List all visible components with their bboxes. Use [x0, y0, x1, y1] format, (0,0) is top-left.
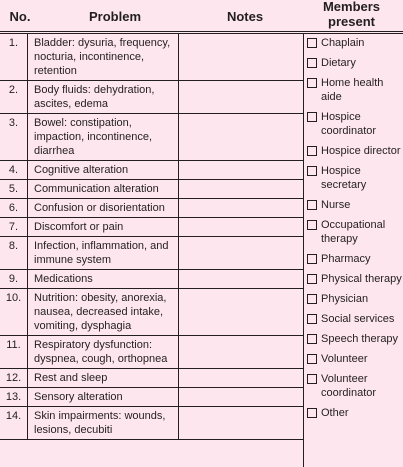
table-row [0, 388, 303, 407]
checkbox-icon[interactable] [307, 274, 317, 284]
member-label: Chaplain [321, 37, 365, 49]
row-number: 3. [0, 114, 28, 161]
header-problem: Problem [88, 9, 141, 24]
member-label: Dietary [321, 57, 356, 69]
table-row [0, 34, 303, 81]
checkbox-icon[interactable] [307, 146, 317, 156]
header-members-present [300, 0, 403, 29]
checkbox-icon[interactable] [307, 408, 317, 418]
table-row [0, 199, 303, 218]
table-row [0, 407, 303, 440]
row-problem: Bowel: constipation, impaction, incontinence, diarrhea [28, 114, 179, 161]
header-rule-top [0, 31, 403, 32]
checkbox-icon[interactable] [307, 58, 317, 68]
checkbox-icon[interactable] [307, 354, 317, 364]
table-row [0, 336, 303, 369]
member-label: Nurse [321, 199, 351, 211]
row-notes-cell[interactable] [179, 161, 304, 180]
row-notes-cell[interactable] [179, 369, 304, 388]
table-row [0, 180, 303, 199]
member-label: Speech therapy [321, 333, 399, 345]
row-number: 7. [0, 218, 28, 237]
table-row [0, 289, 303, 336]
member-item[interactable] [307, 56, 403, 70]
row-number: 11. [0, 336, 28, 369]
row-number: 10. [0, 289, 28, 336]
row-notes-cell[interactable] [179, 270, 304, 289]
row-problem: Communication alteration [28, 180, 179, 199]
member-label: Volunteer coordinator [321, 373, 377, 399]
header-no: No. [9, 9, 31, 24]
row-number: 12. [0, 369, 28, 388]
member-label: Physical therapy [321, 273, 402, 285]
row-problem: Bladder: dysuria, frequency, nocturia, incontinence, retention [28, 34, 179, 81]
checkbox-icon[interactable] [307, 254, 317, 264]
row-problem: Infection, inflammation, and immune system [28, 237, 179, 270]
checkbox-icon[interactable] [307, 78, 317, 88]
row-notes-cell[interactable] [179, 407, 304, 440]
row-notes-cell[interactable] [179, 289, 304, 336]
member-item[interactable] [307, 110, 403, 138]
member-item[interactable] [307, 144, 403, 158]
checkbox-icon[interactable] [307, 334, 317, 344]
table-row [0, 237, 303, 270]
checkbox-icon[interactable] [307, 374, 317, 384]
member-item[interactable] [307, 198, 403, 212]
member-item[interactable] [307, 218, 403, 246]
row-notes-cell[interactable] [179, 81, 304, 114]
checkbox-icon[interactable] [307, 200, 317, 210]
table-row [0, 81, 303, 114]
member-item[interactable] [307, 312, 403, 326]
row-notes-cell[interactable] [179, 336, 304, 369]
header-members-line1: Members [322, 0, 381, 14]
table-row [0, 114, 303, 161]
member-item[interactable] [307, 36, 403, 50]
checkbox-icon[interactable] [307, 314, 317, 324]
checkbox-icon[interactable] [307, 294, 317, 304]
member-label: Occupational therapy [321, 219, 386, 245]
row-number: 4. [0, 161, 28, 180]
member-label: Other [321, 407, 349, 419]
member-label: Pharmacy [321, 253, 371, 265]
members-divider [303, 33, 304, 467]
row-problem: Cognitive alteration [28, 161, 179, 180]
row-notes-cell[interactable] [179, 180, 304, 199]
row-number: 1. [0, 34, 28, 81]
member-label: Hospice secretary [321, 165, 367, 191]
row-problem: Skin impairments: wounds, lesions, decubiti [28, 407, 179, 440]
checkbox-icon[interactable] [307, 166, 317, 176]
row-notes-cell[interactable] [179, 199, 304, 218]
member-item[interactable] [307, 332, 403, 346]
row-problem: Discomfort or pain [28, 218, 179, 237]
row-number: 14. [0, 407, 28, 440]
checkbox-icon[interactable] [307, 220, 317, 230]
row-number: 2. [0, 81, 28, 114]
row-problem: Rest and sleep [28, 369, 179, 388]
member-item[interactable] [307, 292, 403, 306]
header-members-line2: present [328, 14, 375, 29]
member-item[interactable] [307, 372, 403, 400]
row-problem: Sensory alteration [28, 388, 179, 407]
checkbox-icon[interactable] [307, 38, 317, 48]
row-problem: Respiratory dysfunction: dyspnea, cough, orthopnea [28, 336, 179, 369]
member-item[interactable] [307, 406, 403, 420]
checkbox-icon[interactable] [307, 112, 317, 122]
row-problem: Nutrition: obesity, anorexia, nausea, decreased intake, vomiting, dysphagia [28, 289, 179, 336]
table-row [0, 161, 303, 180]
header-notes: Notes [226, 9, 264, 24]
member-label: Volunteer [321, 353, 368, 365]
row-problem: Confusion or disorientation [28, 199, 179, 218]
member-item[interactable] [307, 164, 403, 192]
member-label: Home health aide [321, 77, 384, 103]
member-label: Hospice director [321, 145, 401, 157]
row-notes-cell[interactable] [179, 34, 304, 81]
member-label: Social services [321, 313, 395, 325]
row-notes-cell[interactable] [179, 114, 304, 161]
row-notes-cell[interactable] [179, 218, 304, 237]
table-header [0, 0, 403, 32]
member-item[interactable] [307, 352, 403, 366]
row-notes-cell[interactable] [179, 237, 304, 270]
table-row [0, 270, 303, 289]
member-label: Physician [321, 293, 369, 305]
problem-table [0, 34, 303, 440]
members-list [307, 36, 403, 426]
row-number: 5. [0, 180, 28, 199]
row-problem: Medications [28, 270, 179, 289]
member-label: Hospice coordinator [321, 111, 377, 137]
row-notes-cell[interactable] [179, 388, 304, 407]
row-problem: Body fluids: dehydration, ascites, edema [28, 81, 179, 114]
row-number: 9. [0, 270, 28, 289]
table-row [0, 218, 303, 237]
member-item[interactable] [307, 76, 403, 104]
row-number: 8. [0, 237, 28, 270]
row-number: 6. [0, 199, 28, 218]
member-item[interactable] [307, 272, 403, 286]
row-number: 13. [0, 388, 28, 407]
member-item[interactable] [307, 252, 403, 266]
table-row [0, 369, 303, 388]
